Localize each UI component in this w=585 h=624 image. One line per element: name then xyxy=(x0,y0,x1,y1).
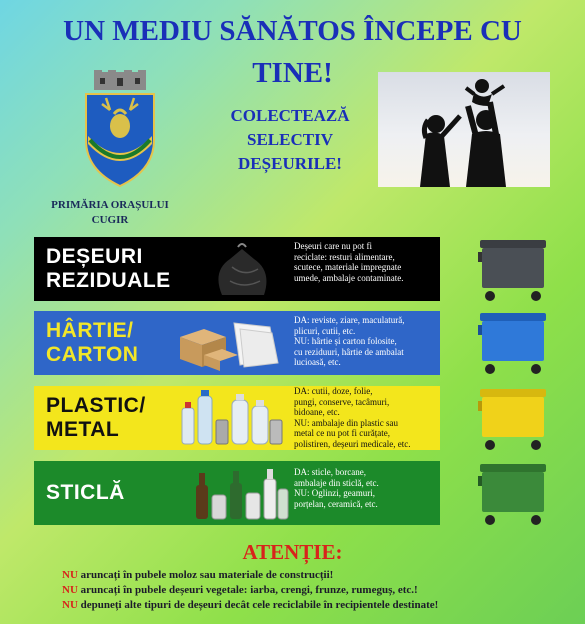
issuer-line-1: PRIMĂRIA ORAȘULUI xyxy=(51,199,169,211)
desc-line: umede, ambalaje contaminate. xyxy=(294,272,404,283)
category-paper-cardboard xyxy=(34,311,440,375)
desc-line: DA: cutii, doze, folie, xyxy=(294,386,373,396)
coat-of-arms-icon xyxy=(80,70,160,190)
issuer-line-2: CUGIR xyxy=(91,214,129,226)
title-line-2: TINE! xyxy=(252,57,333,89)
desc-line: pungi, conserve, tacâmuri, xyxy=(294,396,390,407)
warning-title: ATENȚIE: xyxy=(242,540,343,564)
bin-icon-residual xyxy=(474,236,554,304)
desc-line: cu reziduuri, hârtie de ambalat xyxy=(294,346,404,357)
bin-icon-plastic xyxy=(474,385,554,453)
family-photo xyxy=(378,72,550,187)
slogan-line-3: DEȘEURILE! xyxy=(238,154,342,173)
category-plastic-metal xyxy=(34,386,440,450)
desc-line: bidoane, etc. xyxy=(294,407,340,417)
category-label-line-2: REZIDUALE xyxy=(46,269,171,292)
desc-line: lucioasă, etc. xyxy=(294,357,341,367)
desc-line: plicuri, cutii, etc. xyxy=(294,325,356,336)
category-label-line-1: DEȘEURI xyxy=(46,245,143,268)
desc-line: polistiren, deșeuri medicale, etc. xyxy=(294,438,411,449)
bin-icon-glass xyxy=(474,460,554,528)
slogan-line-2: SELECTIV xyxy=(247,130,333,149)
category-description xyxy=(294,386,436,449)
desc-line: metal ce nu pot fi curățate, xyxy=(294,428,390,438)
category-label-line-1: STICLĂ xyxy=(46,481,125,504)
desc-line: NU: ambalaje din plastic sau xyxy=(294,417,398,428)
desc-line: porțelan, ceramică, etc. xyxy=(294,498,378,509)
desc-line: reciclate: resturi alimentare, xyxy=(294,251,395,262)
warning-rule: NU depuneți alte tipuri de deșeuri decât cele reciclabile în recipientele destinate! xyxy=(62,599,439,611)
issuer-name xyxy=(20,198,200,228)
desc-line: DA: sticle, borcane, xyxy=(294,467,366,477)
desc-line: scutece, materiale impregnate xyxy=(294,262,402,272)
desc-line: Deșeuri care nu pot fi xyxy=(294,241,372,251)
cardboard-boxes-icon xyxy=(174,315,284,371)
slogan xyxy=(190,104,390,176)
trash-bag-icon xyxy=(202,241,292,297)
warning-rule: NU aruncați în pubele moloz sau materiale de construcții! xyxy=(62,569,334,581)
category-glass xyxy=(34,461,440,525)
desc-line: NU: hârtie și carton folosite, xyxy=(294,336,397,346)
warning-rule: NU aruncați în pubele deșeuri vegetale: iarba, crengi, frunze, rumeguș, etc.! xyxy=(62,584,418,596)
category-description xyxy=(294,467,436,509)
family-silhouette-icon xyxy=(378,72,550,187)
category-label-line-2: CARTON xyxy=(46,343,139,366)
desc-line: DA: reviste, ziare, maculatură, xyxy=(294,315,405,325)
category-description xyxy=(294,315,436,368)
plastic-bottles-icon xyxy=(176,390,286,446)
bin-icon-paper xyxy=(474,309,554,377)
title-line-1: UN MEDIU SĂNĂTOS ÎNCEPE CU xyxy=(63,15,522,47)
glass-bottles-icon xyxy=(192,465,292,521)
slogan-line-1: COLECTEAZĂ xyxy=(230,106,350,125)
desc-line: NU: Oglinzi, geamuri, xyxy=(294,488,375,498)
category-residual-waste xyxy=(34,237,440,301)
desc-line: ambalaje din sticlă, etc. xyxy=(294,477,379,488)
warning-rules xyxy=(62,568,582,613)
category-label-line-1: HÂRTIE/ xyxy=(46,319,134,342)
category-description xyxy=(294,241,436,283)
category-label-line-2: METAL xyxy=(46,418,120,441)
category-label-line-1: PLASTIC/ xyxy=(46,394,146,417)
